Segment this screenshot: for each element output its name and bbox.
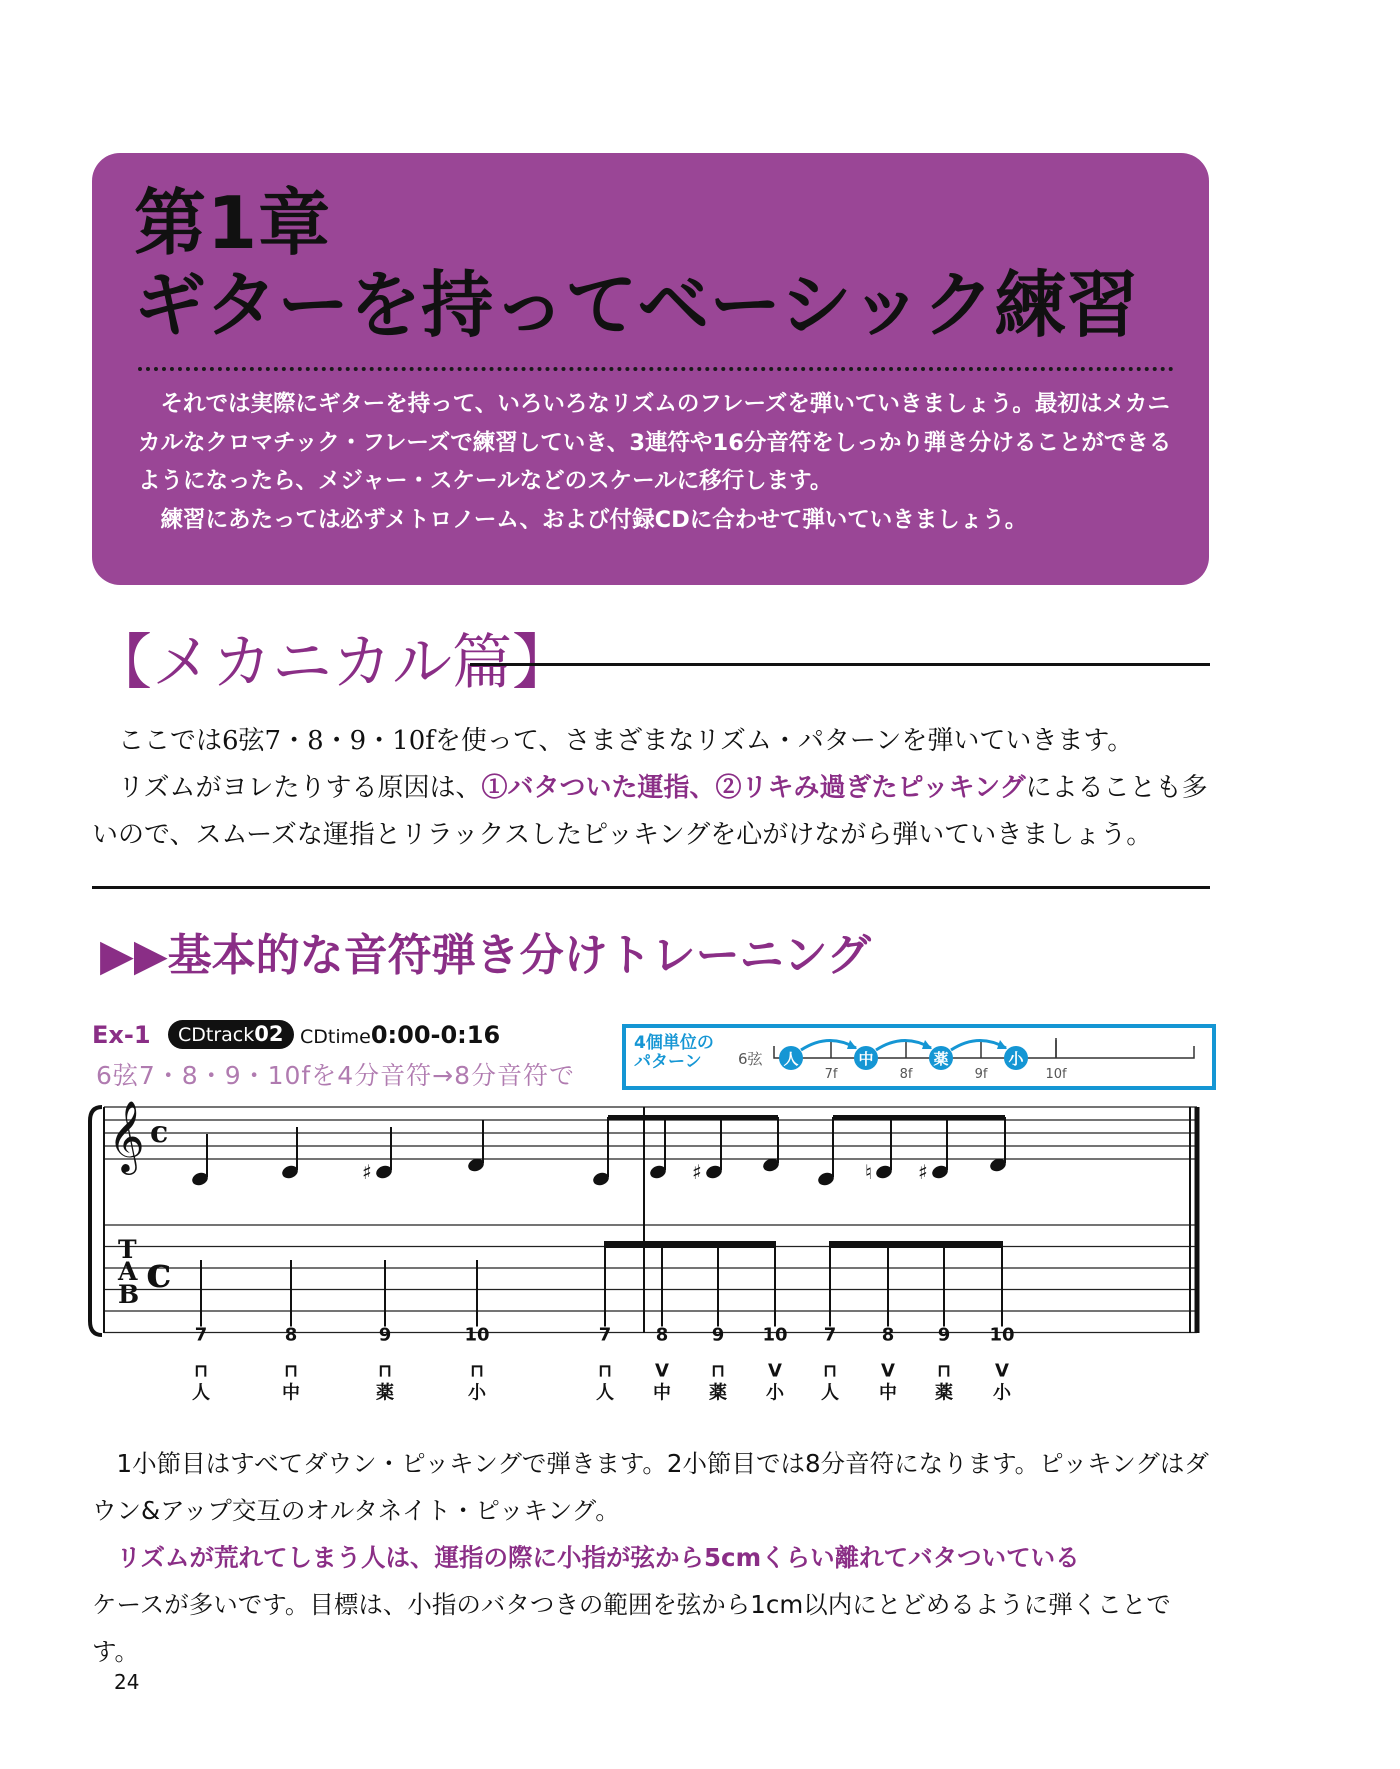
cd-time bbox=[300, 1021, 500, 1049]
chapter-intro-paragraph: 練習にあたっては必ずメトロノーム、および付録CDに合わせて弾いていきましょう。 bbox=[160, 506, 1028, 533]
text-run: によることも多いので、スムーズな運指とリラックスしたピッキングを心がけながら弾いていきましょう。 bbox=[92, 773, 1208, 850]
pattern-string-label: 6弦 bbox=[738, 1050, 763, 1068]
subsection-heading: ▶▶基本的な音符弾き分けトレーニング bbox=[100, 930, 871, 981]
downstroke-icon: ⊓ bbox=[822, 1360, 838, 1382]
notation-and-tab bbox=[88, 1095, 1208, 1415]
explanation-text bbox=[92, 1440, 1212, 1675]
chapter-intro bbox=[138, 385, 1178, 539]
finger-label: 人 bbox=[783, 1050, 799, 1068]
example-label: Ex-1 bbox=[92, 1021, 151, 1049]
upstroke-icon: V bbox=[881, 1360, 895, 1382]
explanation-paragraph: 1小節目はすべてダウン・ピッキングで弾きます。2小節目では8分音符になります。ピッキングはダウン&アップ交互のオルタネイト・ピッキング。 bbox=[92, 1449, 1209, 1525]
tab-fret-number: 8 bbox=[284, 1324, 298, 1346]
section-body bbox=[92, 718, 1212, 859]
treble-clef-icon: 𝄞 bbox=[108, 1099, 145, 1172]
fret-label: 9f bbox=[974, 1067, 988, 1082]
tab-common-time-icon: c bbox=[146, 1248, 172, 1297]
tab-fret-number: 10 bbox=[762, 1324, 788, 1346]
sharp-icon: ♯ bbox=[918, 1160, 928, 1184]
system-bracket bbox=[90, 1107, 102, 1335]
explanation-paragraph: ケースが多いです。目標は、小指のバタつきの範囲を弦から1cm以内にとどめるように弾くことです。 bbox=[92, 1590, 1171, 1666]
pattern-string-line bbox=[774, 1046, 1194, 1058]
tab-fret-number: 9 bbox=[378, 1324, 392, 1346]
tab-clef-letter: A bbox=[118, 1257, 138, 1286]
upstroke-icon: V bbox=[768, 1360, 782, 1382]
section-rule bbox=[92, 886, 1210, 889]
chapter-title: ギターを持ってベーシック練習 bbox=[134, 263, 1139, 347]
fret-label: 10f bbox=[1045, 1067, 1067, 1082]
chapter-number: 第1章 bbox=[134, 181, 332, 265]
tab-beam bbox=[605, 1241, 775, 1248]
beam bbox=[833, 1115, 1005, 1120]
finger-pattern-diagram bbox=[626, 1028, 1212, 1086]
fret-label: 8f bbox=[899, 1067, 913, 1082]
cd-time-value: 0:00-0:16 bbox=[370, 1021, 501, 1049]
sharp-icon: ♯ bbox=[362, 1160, 372, 1184]
section-heading: 【メカニカル篇】 bbox=[92, 628, 572, 698]
pattern-label-line: パターン bbox=[634, 1052, 702, 1072]
finger-label: 薬 bbox=[709, 1382, 727, 1404]
finger-pattern-box bbox=[622, 1024, 1216, 1090]
downstroke-icon: ⊓ bbox=[193, 1360, 209, 1382]
cd-track-number: 02 bbox=[254, 1022, 284, 1046]
finger-label: 小 bbox=[993, 1382, 1011, 1404]
upstroke-icon: V bbox=[655, 1360, 669, 1382]
page-number: 24 bbox=[114, 1670, 140, 1694]
sharp-icon: ♯ bbox=[692, 1160, 702, 1184]
tab-fret-number: 8 bbox=[881, 1324, 895, 1346]
tab-fret-number: 10 bbox=[464, 1324, 490, 1346]
common-time-icon: c bbox=[150, 1115, 169, 1150]
explanation-highlight: リズムが荒れてしまう人は、運指の際に小指が弦から5cmくらい離れてバタついている bbox=[116, 1543, 1080, 1572]
cd-time-prefix: CDtime bbox=[300, 1026, 371, 1048]
finger-label: 薬 bbox=[933, 1050, 949, 1068]
section-paragraph: ここでは6弦7・8・9・10fを使って、さまざまなリズム・パターンを弾いていきます。 bbox=[118, 726, 1134, 756]
tab-fret-number: 9 bbox=[937, 1324, 951, 1346]
chapter-dotted-divider bbox=[138, 367, 1174, 371]
upstroke-icon: V bbox=[995, 1360, 1009, 1382]
section-paragraph bbox=[92, 765, 1212, 859]
finger-label: 人 bbox=[192, 1382, 210, 1404]
example-description: 6弦7・8・9・10fを4分音符→8分音符で bbox=[96, 1061, 575, 1090]
chapter-intro-paragraph: それでは実際にギターを持って、いろいろなリズムのフレーズを弾いていきましょう。最初はメカニカルなクロマチック・フレーズで練習していき、3連符や16分音符をしっかり弾き分けることができるようになったら、メジャー・スケールなどのスケールに移行します。 bbox=[138, 391, 1172, 494]
chapter-header-box bbox=[92, 153, 1209, 585]
text-run: リズムがヨレたりする原因は、 bbox=[118, 773, 482, 803]
tab-fret-number: 7 bbox=[823, 1324, 837, 1346]
section-heading-rule bbox=[470, 663, 1210, 666]
finger-label: 中 bbox=[879, 1382, 897, 1404]
arrowhead-icon bbox=[847, 1040, 857, 1049]
downstroke-icon: ⊓ bbox=[283, 1360, 299, 1382]
cd-track-badge bbox=[168, 1020, 294, 1049]
finger-label: 小 bbox=[766, 1382, 784, 1404]
tab-fret-number: 7 bbox=[194, 1324, 208, 1346]
tab-beam bbox=[830, 1241, 1002, 1248]
tab-fret-number: 10 bbox=[989, 1324, 1015, 1346]
tab-fret-number: 7 bbox=[598, 1324, 612, 1346]
finger-label: 中 bbox=[858, 1050, 874, 1068]
fret-label: 7f bbox=[824, 1067, 838, 1082]
beam bbox=[608, 1115, 778, 1120]
tab-clef-letter: T bbox=[118, 1235, 137, 1264]
downstroke-icon: ⊓ bbox=[377, 1360, 393, 1382]
arrowhead-icon bbox=[922, 1040, 932, 1049]
arrowhead-icon bbox=[997, 1040, 1007, 1049]
finger-label: 中 bbox=[282, 1382, 300, 1404]
tab-clef-letter: B bbox=[118, 1280, 140, 1309]
finger-label: 薬 bbox=[935, 1382, 953, 1404]
downstroke-icon: ⊓ bbox=[936, 1360, 952, 1382]
finger-label: 薬 bbox=[376, 1382, 394, 1404]
finger-label: 小 bbox=[468, 1382, 486, 1404]
finger-label: 中 bbox=[653, 1382, 671, 1404]
finger-label: 小 bbox=[1008, 1050, 1024, 1068]
cd-track-prefix: CDtrack bbox=[178, 1024, 255, 1046]
downstroke-icon: ⊓ bbox=[597, 1360, 613, 1382]
downstroke-icon: ⊓ bbox=[469, 1360, 485, 1382]
downstroke-icon: ⊓ bbox=[710, 1360, 726, 1382]
pattern-label-line: 4個単位の bbox=[634, 1033, 714, 1053]
natural-icon: ♮ bbox=[865, 1160, 873, 1184]
highlighted-text: ①バタついた運指、②リキみ過ぎたピッキング bbox=[481, 773, 1026, 803]
tab-fret-number: 8 bbox=[655, 1324, 669, 1346]
finger-label: 人 bbox=[596, 1382, 614, 1404]
finger-label: 人 bbox=[821, 1382, 839, 1404]
tab-fret-number: 9 bbox=[711, 1324, 725, 1346]
